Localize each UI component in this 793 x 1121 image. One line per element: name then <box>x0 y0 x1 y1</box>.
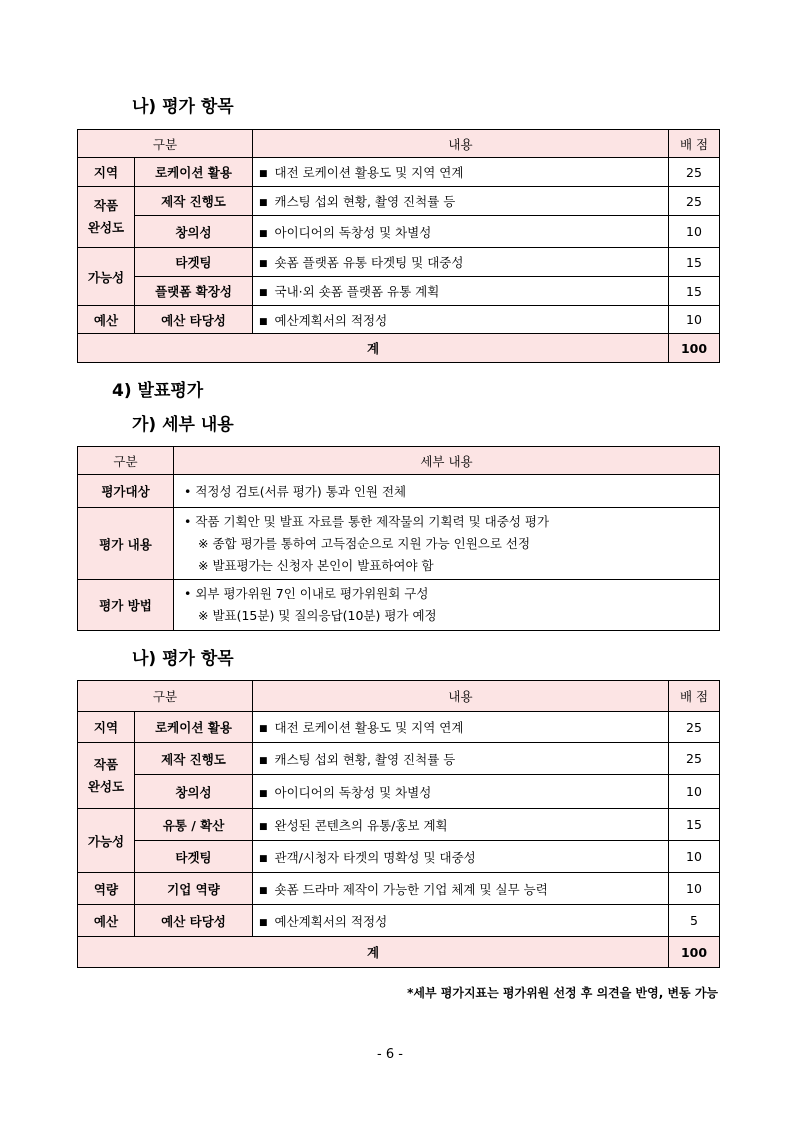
content-cell <box>253 187 669 216</box>
subcategory-cell: 유통 / 확산 <box>135 809 253 841</box>
content-text: 캐스팅 섭외 현황, 촬영 진척률 등 <box>274 194 456 209</box>
content-cell <box>253 743 669 775</box>
score-cell: 25 <box>669 743 720 775</box>
table-row <box>78 841 720 873</box>
table-row <box>78 905 720 937</box>
square-bullet-icon: ■ <box>259 198 268 208</box>
score-cell: 25 <box>669 158 720 187</box>
category-cell: 지역 <box>78 712 135 743</box>
score-cell: 10 <box>669 841 720 873</box>
header-category: 구분 <box>78 447 174 475</box>
table-row <box>78 712 720 743</box>
square-bullet-icon: ■ <box>259 259 268 269</box>
content-text: 캐스팅 섭외 현황, 촬영 진척률 등 <box>274 751 456 767</box>
evaluation-items-table-1 <box>77 129 720 363</box>
subcategory-cell: 타겟팅 <box>135 248 253 277</box>
table-row <box>78 187 720 216</box>
row-label-method: 평가 방법 <box>78 580 174 631</box>
page-number: - 6 - <box>377 1047 403 1062</box>
content-cell <box>253 775 669 809</box>
table-row <box>78 809 720 841</box>
content-text: 숏폼 플랫폼 유통 타겟팅 및 대중성 <box>274 255 464 270</box>
content-text: 관객/시청자 타겟의 명확성 및 대중성 <box>274 849 476 865</box>
header-category: 구분 <box>78 681 253 712</box>
section-heading-details: 가) 세부 내용 <box>132 415 234 435</box>
table-header-row <box>78 447 720 475</box>
table-row <box>78 743 720 775</box>
table-row <box>78 306 720 334</box>
table-row <box>78 277 720 306</box>
header-details: 세부 내용 <box>174 447 720 475</box>
section-heading-evaluation-items: 나) 평가 항목 <box>132 97 234 117</box>
score-cell: 25 <box>669 712 720 743</box>
score-cell: 15 <box>669 248 720 277</box>
square-bullet-icon: ■ <box>259 316 268 327</box>
details-line: • 외부 평가위원 7인 이내로 평가위원회 구성 <box>184 586 429 601</box>
content-text: 대전 로케이션 활용도 및 지역 연계 <box>274 720 464 735</box>
score-cell: 5 <box>669 905 720 937</box>
table-row <box>78 216 720 248</box>
content-cell <box>253 873 669 905</box>
category-cell: 가능성 <box>78 809 135 873</box>
total-score: 100 <box>669 937 720 968</box>
note-line: ※ 발표평가는 신청자 본인이 발표하여야 함 <box>198 557 434 573</box>
content-cell <box>253 712 669 743</box>
footnote: *세부 평가지표는 평가위원 선정 후 의견을 반영, 변동 가능 <box>407 986 718 1000</box>
total-score: 100 <box>669 334 720 363</box>
subcategory-cell: 기업 역량 <box>135 873 253 905</box>
table-row <box>78 580 720 631</box>
score-cell: 10 <box>669 775 720 809</box>
score-cell: 25 <box>669 187 720 216</box>
evaluation-items-table-2 <box>77 680 720 968</box>
details-line: • 작품 기획안 및 발표 자료를 통한 제작물의 기획력 및 대중성 평가 <box>184 513 550 529</box>
square-bullet-icon: ■ <box>259 755 268 766</box>
score-cell: 15 <box>669 809 720 841</box>
total-label: 계 <box>78 334 669 363</box>
content-cell <box>253 905 669 937</box>
content-text: 국내·외 숏폼 플랫폼 유통 계획 <box>274 284 440 299</box>
total-row <box>78 334 720 363</box>
table-header-row <box>78 130 720 158</box>
content-text: 예산계획서의 적정성 <box>274 913 388 929</box>
header-content: 내용 <box>253 681 669 712</box>
square-bullet-icon: ■ <box>259 821 268 832</box>
presentation-details-table <box>77 446 720 631</box>
table-row <box>78 158 720 187</box>
details-cell <box>174 580 720 631</box>
content-text: 예산계획서의 적정성 <box>274 312 388 328</box>
content-cell <box>253 809 669 841</box>
category-cell: 작품 완성도 <box>78 187 135 248</box>
total-row <box>78 937 720 968</box>
header-score: 배 점 <box>669 681 720 712</box>
category-cell: 지역 <box>78 158 135 187</box>
square-bullet-icon: ■ <box>259 853 268 864</box>
subcategory-cell: 로케이션 활용 <box>135 158 253 187</box>
square-bullet-icon: ■ <box>259 724 268 734</box>
subcategory-cell: 창의성 <box>135 775 253 809</box>
square-bullet-icon: ■ <box>259 885 268 896</box>
subcategory-cell: 제작 진행도 <box>135 187 253 216</box>
score-cell: 10 <box>669 873 720 905</box>
score-cell: 10 <box>669 216 720 248</box>
row-label-content: 평가 내용 <box>78 508 174 580</box>
section-heading-evaluation-items-2: 나) 평가 항목 <box>132 649 234 669</box>
header-content: 내용 <box>253 130 669 158</box>
total-label: 계 <box>78 937 669 968</box>
category-cell: 역량 <box>78 873 135 905</box>
square-bullet-icon: ■ <box>259 917 268 928</box>
square-bullet-icon: ■ <box>259 228 268 239</box>
content-text: 대전 로케이션 활용도 및 지역 연계 <box>274 165 464 180</box>
square-bullet-icon: ■ <box>259 288 268 298</box>
subcategory-cell: 타겟팅 <box>135 841 253 873</box>
table-row <box>78 508 720 580</box>
details-line: • 적정성 검토(서류 평가) 통과 인원 전체 <box>184 484 407 499</box>
table-row <box>78 248 720 277</box>
subcategory-cell: 제작 진행도 <box>135 743 253 775</box>
content-text: 완성된 콘텐츠의 유통/홍보 계획 <box>274 817 448 833</box>
content-cell <box>253 306 669 334</box>
row-label-target: 평가대상 <box>78 475 174 508</box>
table-row <box>78 475 720 508</box>
score-cell: 10 <box>669 306 720 334</box>
content-text: 아이디어의 독창성 및 차별성 <box>274 224 432 240</box>
content-text: 숏폼 드라마 제작이 가능한 기업 체계 및 실무 능력 <box>274 881 548 897</box>
content-cell <box>253 248 669 277</box>
category-cell: 가능성 <box>78 248 135 306</box>
subcategory-cell: 예산 타당성 <box>135 306 253 334</box>
content-cell <box>253 158 669 187</box>
subcategory-cell: 창의성 <box>135 216 253 248</box>
score-cell: 15 <box>669 277 720 306</box>
note-line: ※ 종합 평가를 통하여 고득점순으로 지원 가능 인원으로 선정 <box>198 535 531 551</box>
header-score: 배 점 <box>669 130 720 158</box>
subcategory-cell: 예산 타당성 <box>135 905 253 937</box>
table-header-row <box>78 681 720 712</box>
subcategory-cell: 로케이션 활용 <box>135 712 253 743</box>
details-cell <box>174 508 720 580</box>
header-category: 구분 <box>78 130 253 158</box>
subcategory-cell: 플랫폼 확장성 <box>135 277 253 306</box>
details-cell <box>174 475 720 508</box>
content-cell <box>253 216 669 248</box>
table-row <box>78 775 720 809</box>
content-cell <box>253 277 669 306</box>
note-line: ※ 발표(15분) 및 질의응답(10분) 평가 예정 <box>198 608 437 623</box>
square-bullet-icon: ■ <box>259 788 268 799</box>
square-bullet-icon: ■ <box>259 169 268 179</box>
content-text: 아이디어의 독창성 및 차별성 <box>274 784 432 800</box>
category-cell: 예산 <box>78 306 135 334</box>
content-cell <box>253 841 669 873</box>
table-row <box>78 873 720 905</box>
section-heading-presentation: 4) 발표평가 <box>112 381 204 401</box>
category-cell: 예산 <box>78 905 135 937</box>
category-cell: 작품 완성도 <box>78 743 135 809</box>
